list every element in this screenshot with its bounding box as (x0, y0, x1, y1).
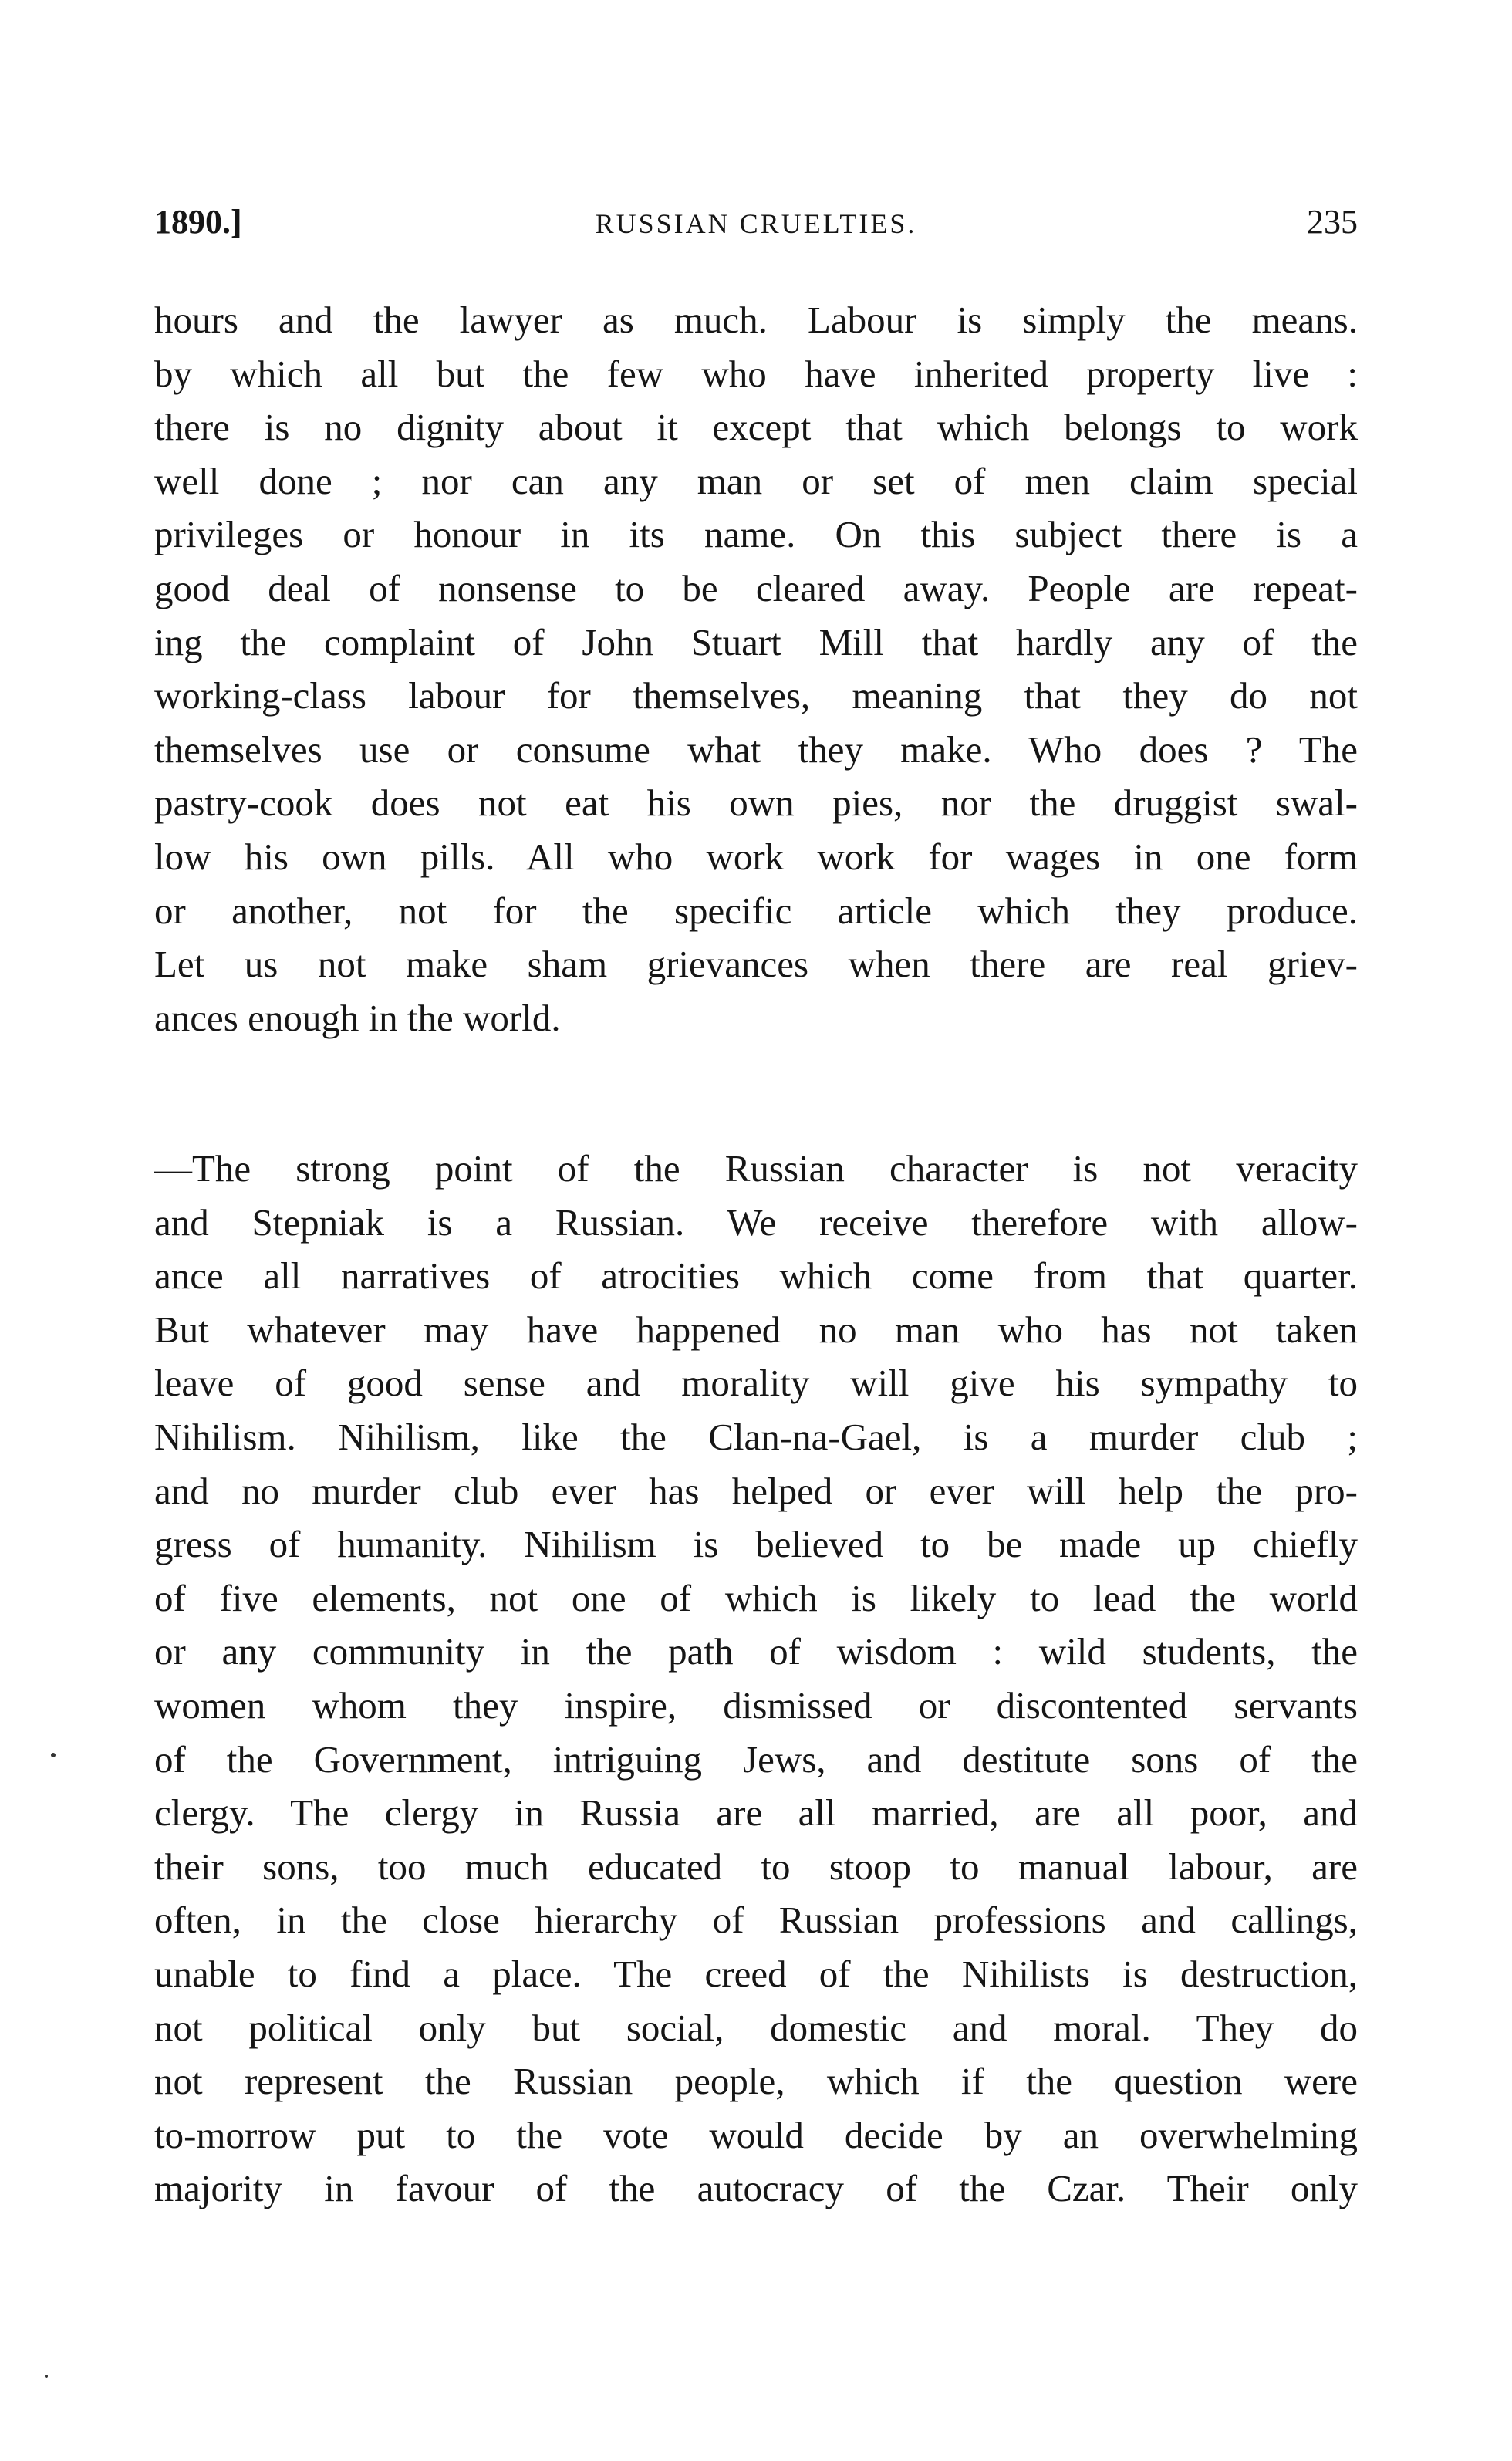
text-line: privileges or honour in its name. On this subject there is a (154, 513, 1358, 556)
text-line: their sons, too much educated to stoop to manual labour, are (154, 1845, 1358, 1888)
text-line: Nihilism. Nihilism, like the Clan-na-Gael, is a murder club ; (154, 1415, 1358, 1458)
running-head-year: 1890.] (154, 203, 242, 241)
text-line: low his own pills. All who work work for wages in one form (154, 835, 1358, 878)
text-line: ing the complaint of John Stuart Mill that hardly any of the (154, 620, 1358, 663)
text-line: or any community in the path of wisdom : wild students, the (154, 1630, 1358, 1673)
text-line: hours and the lawyer as much. Labour is simply the means. (154, 299, 1358, 341)
text-line: ances enough in the world. (154, 996, 561, 1039)
text-line: not political only but social, domestic and moral. They do (154, 2006, 1358, 2049)
text-line: women whom they inspire, dismissed or discontented servants (154, 1683, 1358, 1727)
text-line: working-class labour for themselves, meaning that they do not (154, 674, 1358, 717)
text-line: to-morrow put to the vote would decide by an overwhelming (154, 2113, 1358, 2156)
text-line: by which all but the few who have inherited property live : (154, 352, 1358, 395)
text-line: good deal of nonsense to be cleared away. People are repeat- (154, 566, 1358, 609)
text-line: unable to find a place. The creed of the Nihilists is destruction, (154, 1952, 1358, 1995)
text-line: —The strong point of the Russian character is not veracity (154, 1147, 1358, 1190)
text-line: But whatever may have happened no man who has not taken (154, 1308, 1358, 1351)
text-line: ance all narratives of atrocities which come from that quarter. (154, 1254, 1358, 1298)
running-head (154, 199, 1358, 245)
text-line: pastry-cook does not eat his own pies, nor the druggist swal- (154, 782, 1358, 825)
text-line: of the Government, intriguing Jews, and destitute sons of the (154, 1737, 1358, 1781)
text-line: leave of good sense and morality will give his sympathy to (154, 1362, 1358, 1405)
text-line: there is no dignity about it except that which belongs to work (154, 406, 1358, 449)
paragraph-labour (154, 293, 1358, 1045)
text-line: not represent the Russian people, which if the question were (154, 2060, 1358, 2103)
page-number: 235 (1307, 203, 1358, 241)
text-line: majority in favour of the autocracy of the Czar. Their only (154, 2167, 1358, 2210)
text-line: of five elements, not one of which is likely to lead the world (154, 1576, 1358, 1619)
text-line: and Stepniak is a Russian. We receive therefore with allow- (154, 1200, 1358, 1244)
text-line: or another, not for the specific article which they produce. (154, 889, 1358, 932)
ink-speck (45, 2375, 48, 2378)
text-line: well done ; nor can any man or set of men claim special (154, 459, 1358, 502)
paragraph-nihilism (154, 1142, 1358, 2216)
running-head-title: RUSSIAN CRUELTIES. (595, 208, 917, 239)
text-line: and no murder club ever has helped or ever will help the pro- (154, 1469, 1358, 1512)
text-line: clergy. The clergy in Russia are all married, are all poor, and (154, 1791, 1358, 1835)
text-line: often, in the close hierarchy of Russian professions and callings, (154, 1899, 1358, 1942)
ink-speck (51, 1753, 56, 1757)
text-line: themselves use or consume what they make. Who does ? The (154, 727, 1358, 771)
text-line: gress of humanity. Nihilism is believed to be made up chiefly (154, 1523, 1358, 1566)
text-line: Let us not make sham grievances when there are real griev- (154, 943, 1358, 986)
